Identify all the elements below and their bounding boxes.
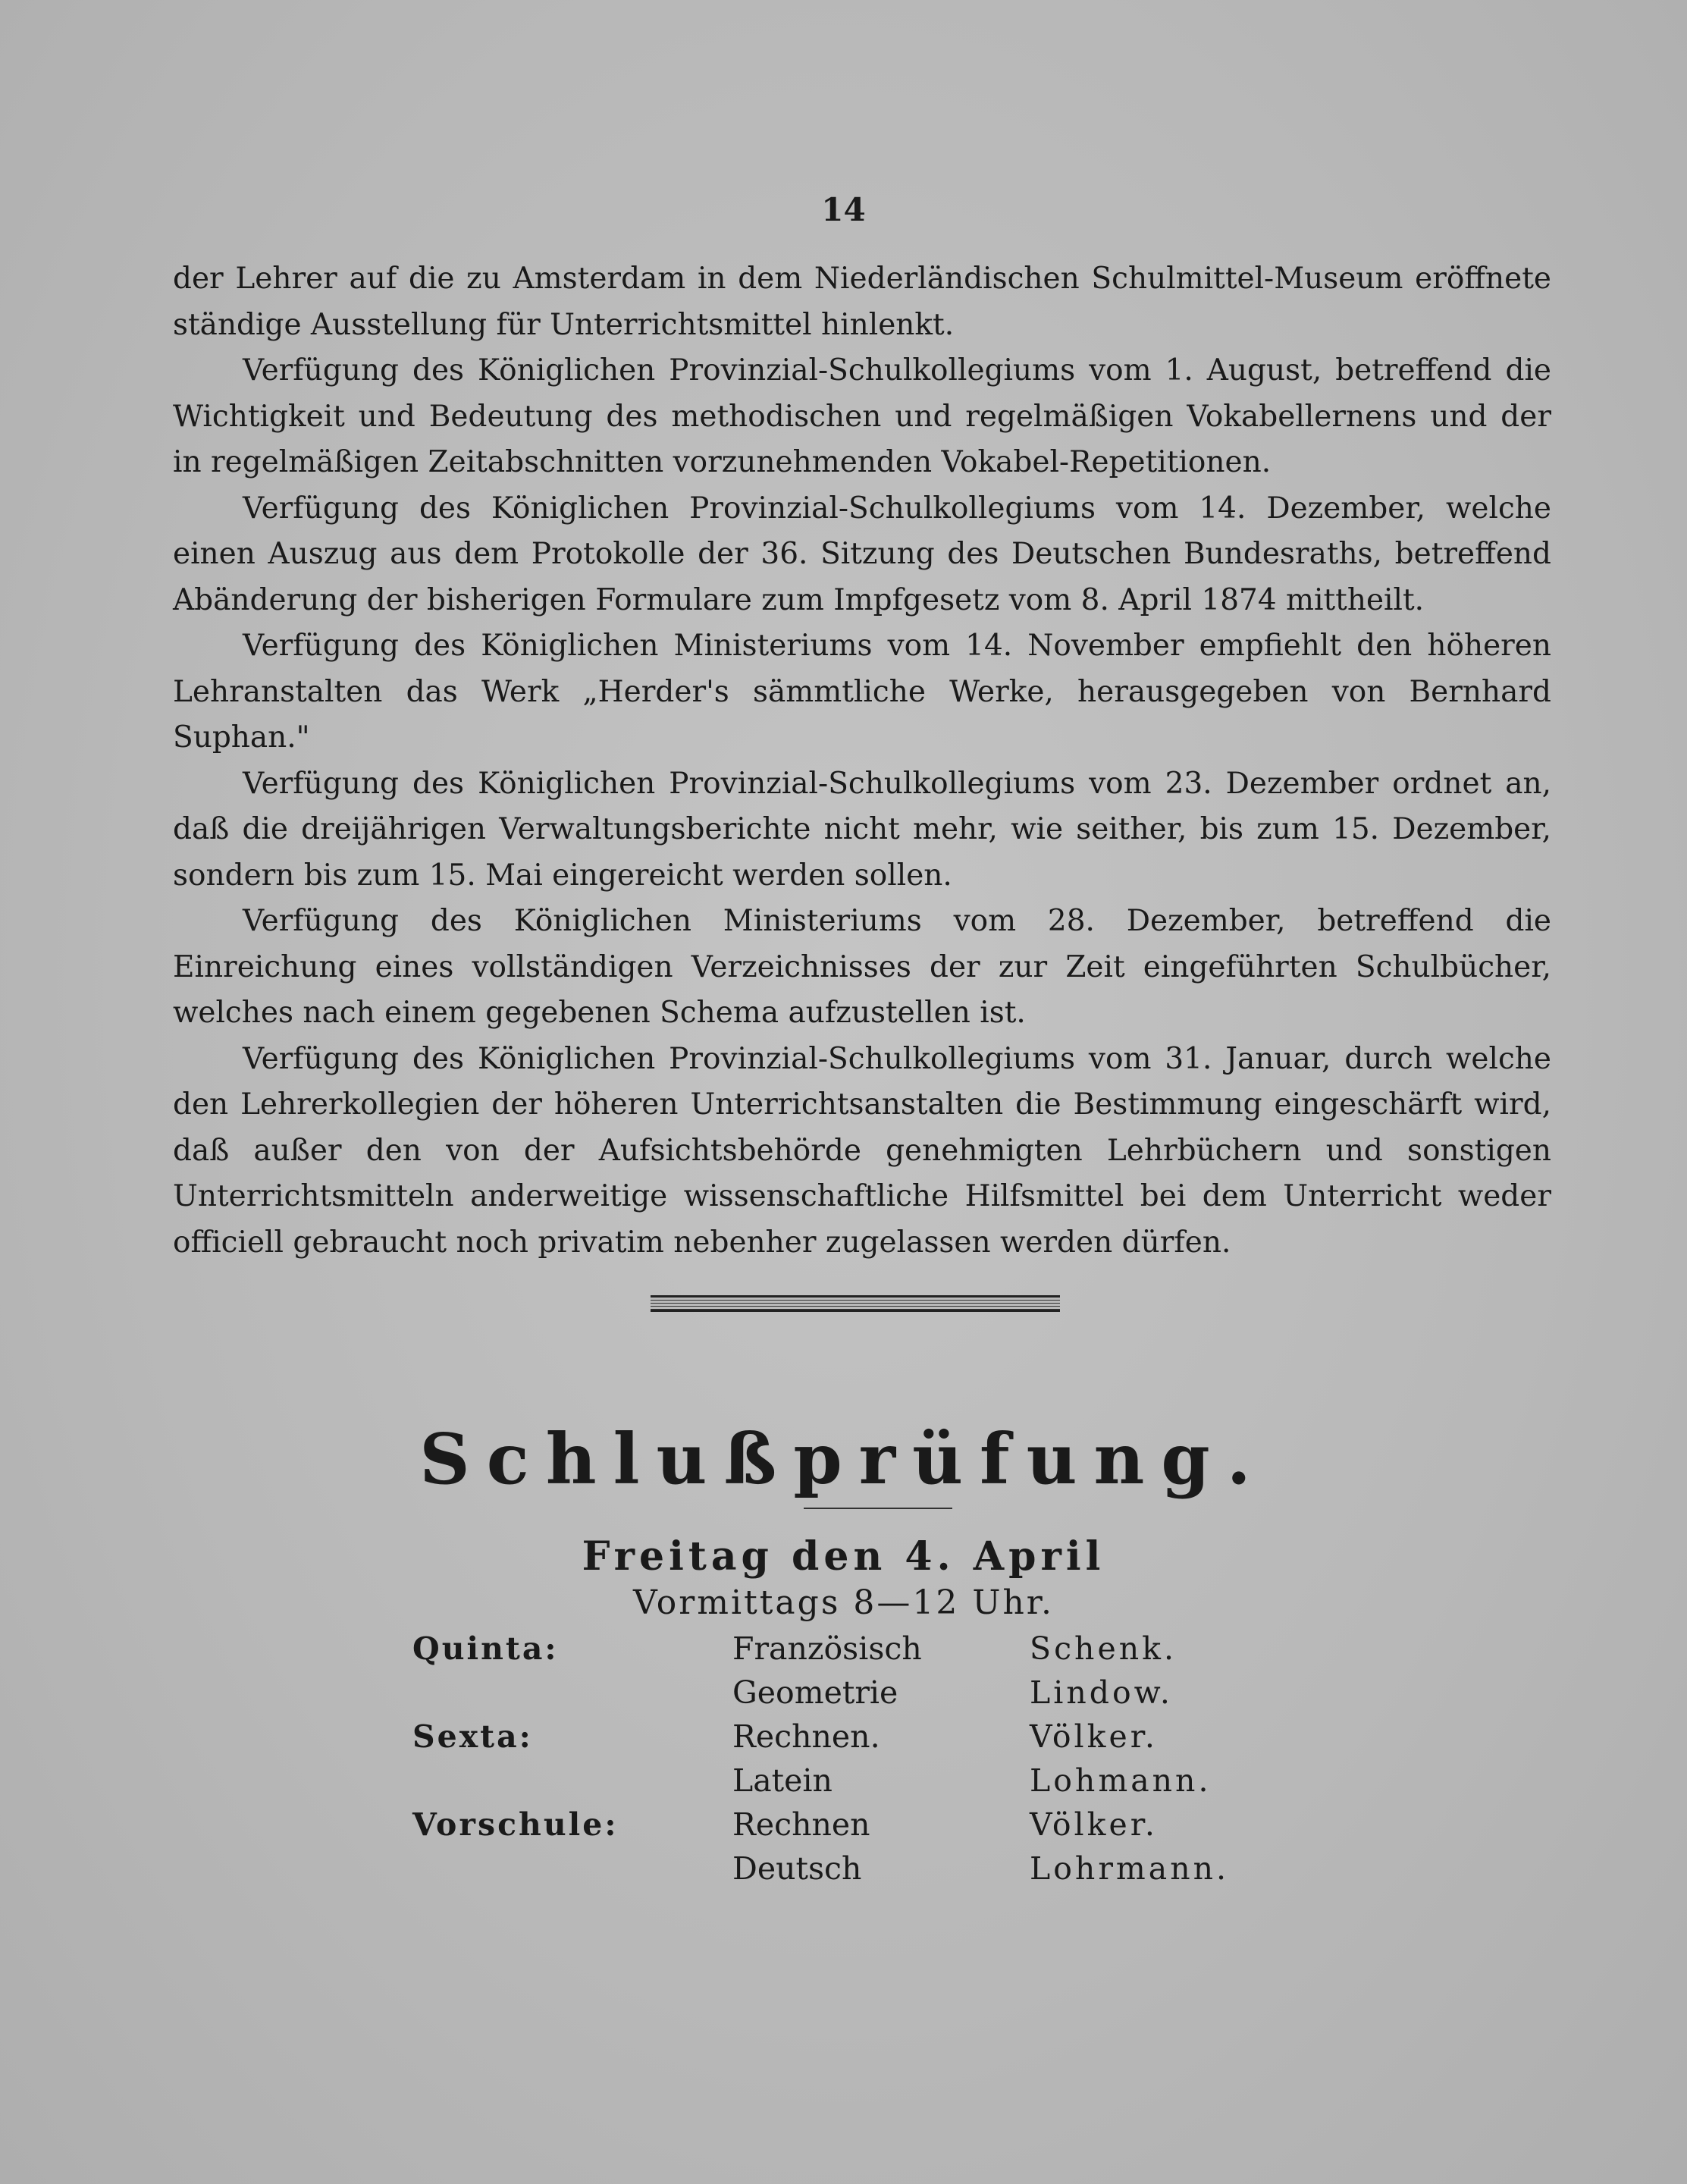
exam-day: Freitag den 4. April (582, 1533, 1105, 1580)
schedule-subject: Rechnen (732, 1806, 870, 1843)
schedule-row (0, 1762, 1687, 1806)
schedule-class: Vorschule: (412, 1806, 619, 1843)
schedule-row (0, 1806, 1687, 1850)
schedule-class: Quinta: (412, 1630, 559, 1667)
schedule-teacher: Völker. (1030, 1806, 1158, 1843)
schedule-row (0, 1718, 1687, 1762)
paragraph: Verfügung des Königlichen Provinzial-Schulkollegiums vom 23. Dezember ordnet an, daß die dreijährigen Verwaltungsberichte nicht mehr, wie seither, bis zum 15. Dezember, sondern bis zum 15. Mai eingereicht werden sollen. (173, 766, 1551, 893)
paragraph: Verfügung des Königlichen Provinzial-Schulkollegiums vom 1. August, betreffend die Wichtigkeit und Bedeutung des methodischen und regelmäßigen Vokabellernens und der in regelmäßigen Zeitabschnitten vorzunehmenden Vokabel-Repetitionen. (173, 353, 1551, 479)
schedule-subject: Latein (732, 1762, 833, 1799)
paragraph: Verfügung des Königlichen Provinzial-Schulkollegiums vom 31. Januar, durch welche den Lehrerkollegien der höheren Unterrichtsanstalten die Bestimmung eingeschärft wird, daß außer den von der Aufsichtsbehörde genehmigten Lehrbüchern und sonstigen Unterrichtsmitteln anderweitige wissenschaftliche Hilfsmittel bei dem Unterricht weder officiell gebraucht noch privatim nebenher zugelassen werden dürfen. (173, 1041, 1551, 1260)
paragraph: Verfügung des Königlichen Ministeriums vom 28. Dezember, betreffend die Einreichung eines vollständigen Verzeichnisses der zur Zeit eingeführten Schulbücher, welches nach einem gegebenen Schema aufzustellen ist. (173, 904, 1551, 1030)
schedule-row (0, 1630, 1687, 1674)
schedule-teacher: Lindow. (1030, 1674, 1173, 1711)
section-title: Schlußprüfung. (419, 1418, 1268, 1500)
schedule-subject: Rechnen. (732, 1718, 880, 1755)
schedule-subject: Geometrie (732, 1674, 898, 1711)
schedule-row (0, 1674, 1687, 1718)
schedule-teacher: Schenk. (1030, 1630, 1177, 1667)
title-underline (804, 1508, 952, 1509)
paragraph: Verfügung des Königlichen Provinzial-Schulkollegiums vom 14. Dezember, welche einen Auszug aus dem Protokolle der 36. Sitzung des Deutschen Bundesraths, betreffend Abänderung der bisherigen Formulare zum Impfgesetz vom 8. April 1874 mittheilt. (173, 491, 1551, 617)
schedule-teacher: Lohmann. (1030, 1762, 1212, 1799)
schedule-teacher: Völker. (1030, 1718, 1158, 1755)
page-number: 14 (821, 191, 866, 228)
section-divider (651, 1295, 1060, 1312)
schedule-class: Sexta: (412, 1718, 533, 1755)
paragraph: der Lehrer auf die zu Amsterdam in dem Niederländischen Schulmittel-Museum eröffnete ständige Ausstellung für Unterrichtsmittel hinlenkt. (173, 262, 1551, 342)
schedule-row (0, 1850, 1687, 1894)
paragraph: Verfügung des Königlichen Ministeriums vom 14. November empfiehlt den höheren Lehranstalten das Werk „Herder's sämmtliche Werke, herausgegeben von Bernhard Suphan." (173, 629, 1551, 755)
schedule-teacher: Lohrmann. (1030, 1850, 1230, 1887)
schedule-subject: Französisch (732, 1630, 922, 1667)
body-text (173, 256, 1551, 1266)
exam-time: Vormittags 8—12 Uhr. (633, 1583, 1054, 1622)
schedule-subject: Deutsch (732, 1850, 862, 1887)
